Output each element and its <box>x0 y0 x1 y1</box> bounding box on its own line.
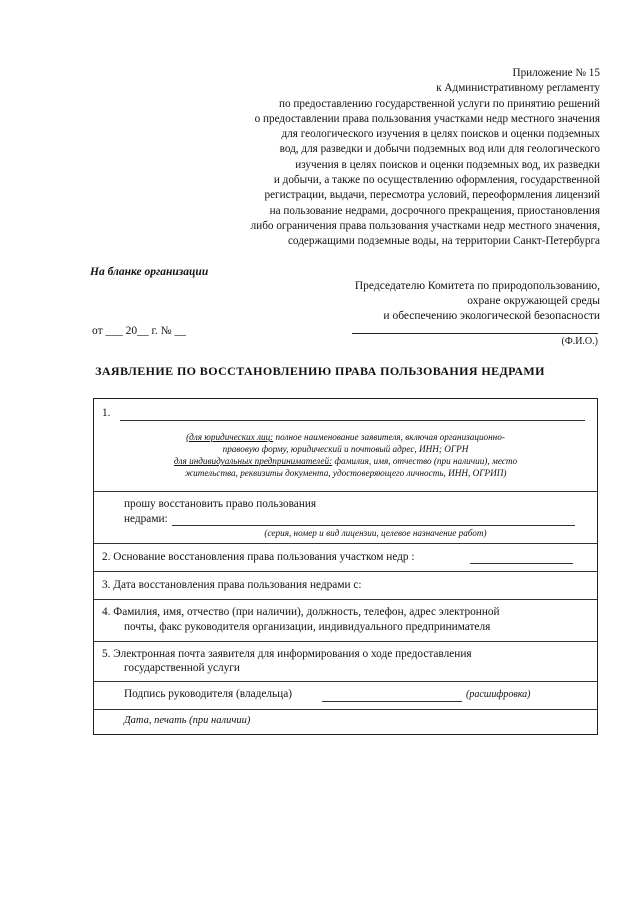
email-label-cont: государственной услуги <box>124 662 240 674</box>
applicant-input-line[interactable] <box>120 420 585 421</box>
item-number: 1. <box>102 407 111 419</box>
date-seal-label: Дата, печать (при наличии) <box>124 715 251 726</box>
request-label: недрами: <box>124 513 168 525</box>
contacts-label: 4. Фамилия, имя, отчество (при наличии), должность, телефон, адрес электронной <box>102 606 500 618</box>
hint-legal-entities: (для юридических лиц: <box>186 432 274 442</box>
request-text: прошу восстановить право пользования <box>124 498 317 510</box>
appendix-line: изучения в целях поисков и оценки подземных вод, их разведки <box>295 158 600 171</box>
license-input-line[interactable] <box>172 525 575 526</box>
form-row-applicant <box>94 399 597 492</box>
appendix-line: к Административному регламенту <box>436 82 600 95</box>
appendix-line: Приложение № 15 <box>512 67 600 79</box>
form-row-basis <box>94 543 597 572</box>
application-form <box>93 398 598 735</box>
document-title: ЗАЯВЛЕНИЕ ПО ВОССТАНОВЛЕНИЮ ПРАВА ПОЛЬЗОВАНИЯ НЕДРАМИ <box>95 364 545 378</box>
form-row-signature <box>94 681 597 710</box>
hint-line <box>94 455 597 467</box>
appendix-line: по предоставлению государственной услуги по принятию решений <box>279 97 600 110</box>
form-row-date <box>94 571 597 600</box>
addressee-line: Председателю Комитета по природопользованию, <box>354 280 600 292</box>
appendix-header <box>180 66 600 250</box>
fio-caption: (Ф.И.О.) <box>561 336 598 347</box>
letterhead-note: На бланке организации <box>90 266 209 278</box>
signature-label: Подпись руководителя (владельца) <box>124 688 292 700</box>
appendix-line: регистрации, выдачи, пересмотра условий, переоформления лицензий <box>264 189 600 202</box>
basis-label: 2. Основание восстановления права пользования участком недр : <box>102 551 415 563</box>
hint-text: фамилия, имя, отчество (при наличии), место <box>332 456 518 466</box>
basis-input-line[interactable] <box>470 563 573 564</box>
hint-line: правовую форму, юридический и почтовый адрес, ИНН; ОГРН <box>222 444 469 454</box>
contacts-label-cont: почты, факс руководителя организации, индивидуального предпринимателя <box>124 621 491 633</box>
addressee-block <box>355 279 600 324</box>
form-row-seal <box>94 709 597 735</box>
appendix-line: для геологического изучения в целях поисков и оценки подземных <box>281 128 600 141</box>
fio-underline[interactable] <box>352 333 598 334</box>
form-row-contacts <box>94 599 597 642</box>
applicant-hint <box>94 431 597 479</box>
restore-date-label: 3. Дата восстановления права пользования недрами с: <box>102 579 362 591</box>
date-number-field[interactable]: от ___ 20__ г. № __ <box>92 325 187 337</box>
hint-entrepreneurs: для индивидуальных предпринимателей: <box>173 456 333 466</box>
hint-line: жительства, реквизиты документа, удостоверяющего личность, ИНН, ОГРИП) <box>184 468 507 478</box>
addressee-line: и обеспечению экологической безопасности <box>383 310 600 322</box>
appendix-line: либо ограничения права пользования участками недр местного значения, <box>250 219 600 232</box>
appendix-line: и добычи, а также по осуществлению оформления, государственной <box>273 174 600 187</box>
form-row-email <box>94 641 597 682</box>
email-label: 5. Электронная почта заявителя для информирования о ходе предоставления <box>102 648 472 660</box>
addressee-line: охране окружающей среды <box>467 295 600 307</box>
hint-text: полное наименование заявителя, включая организационно- <box>273 432 505 442</box>
signature-input-line[interactable] <box>322 701 462 702</box>
appendix-line: содержащими подземные воды, на территории Санкт-Петербурга <box>287 235 600 248</box>
signature-hint: (расшифровка) <box>466 689 531 700</box>
appendix-line: о предоставлении права пользования участками недр местного значения <box>254 112 600 125</box>
hint-line <box>94 431 597 443</box>
form-row-request <box>94 491 597 544</box>
appendix-line: вод, для разведки и добычи подземных вод или для геологического <box>279 143 600 156</box>
license-hint: (серия, номер и вид лицензии, целевое назначение работ) <box>264 528 487 538</box>
appendix-line: на пользование недрами, досрочного прекращения, приостановления <box>269 204 600 217</box>
